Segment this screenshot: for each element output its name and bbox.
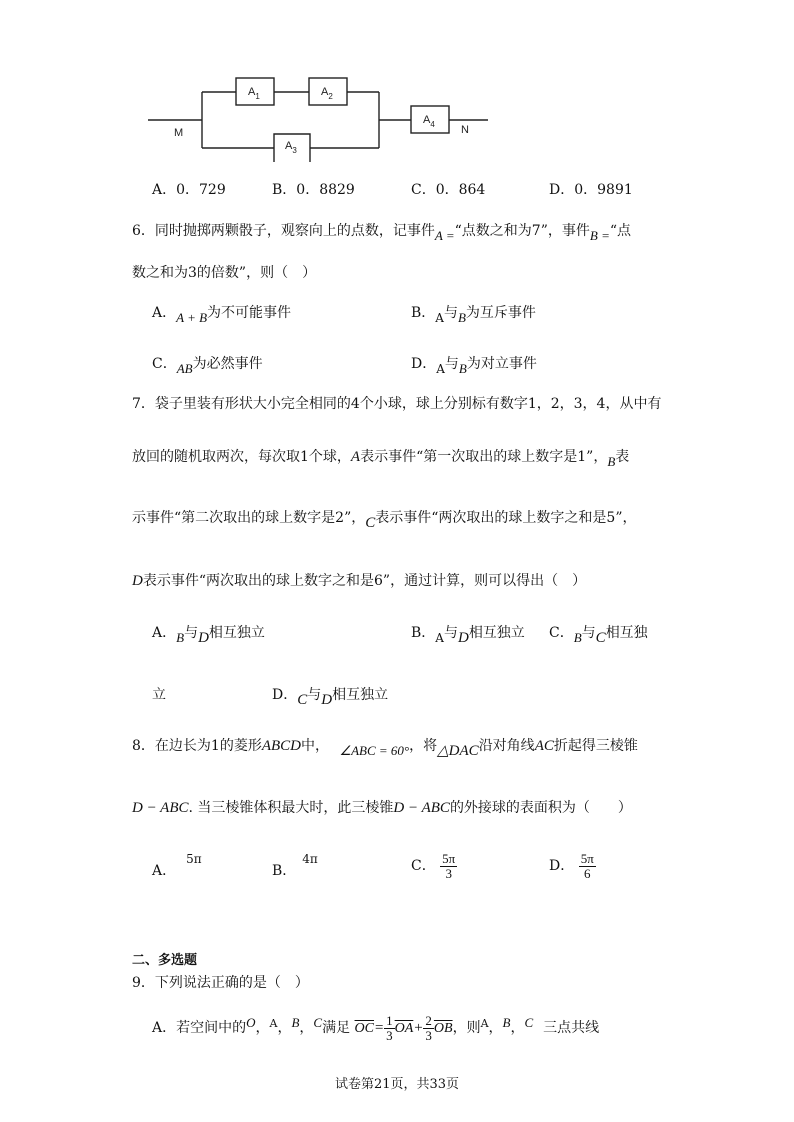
q5-option-c[interactable]: C．0．864 [411, 182, 486, 198]
q7-option-c-continued: 立 [152, 687, 166, 703]
q7-option-d[interactable]: D．C与D相互独立 [272, 687, 389, 708]
q8-option-d-fraction: $\frac{5\pi}{6}$ [580, 851, 594, 881]
q8-option-d[interactable]: D． $\frac{5\pi}{6}$ [549, 851, 594, 881]
q8-option-a[interactable]: A．5π [152, 852, 202, 879]
q8-stem-line2: D − ABC. 当三棱锥体积最大时，此三棱锥D − ABC的外接球的表面积为（ ） [132, 800, 632, 816]
q5-option-b[interactable]: B．0．8829 [272, 182, 355, 198]
q8-option-c-fraction: $\frac{5\pi}{3}$ [442, 851, 456, 881]
q9-option-a[interactable]: A．若空间中的O，$^A$，B，C满足 $\overline{OC}=$ $\frac{1}{3}$ $\overline{OA}+$ $\frac{2}{3}$ $\overline{OB}$，则$^A$，B，C 三点共线 [152, 1013, 600, 1043]
label-n: N [461, 124, 469, 136]
q7-option-c[interactable]: C．B与C相互独 [549, 625, 648, 646]
q8-option-c[interactable]: C． $\frac{5\pi}{3}$ [411, 851, 456, 881]
q6-option-a[interactable]: A．A + B为不可能事件 [152, 305, 292, 325]
q6-option-b[interactable]: B．A与B为互斥事件 [411, 305, 536, 325]
q8-option-b[interactable]: B．4π [272, 852, 318, 879]
label-a1: $A_1$ [248, 86, 260, 101]
q7-stem-line4: D表示事件“两次取出的球上数字之和是6”，通过计算，则可以得出（ ） [132, 573, 587, 589]
q8-stem-line1: 8．在边长为1的菱形ABCD中， ∠ABC = 60°，将△DAC沿对角线AC折起得三棱锥 [132, 738, 638, 759]
q7-stem-line2: 放回的随机取两次，每次取1个球，A表示事件“第一次取出的球上数字是1”，B表 [132, 449, 630, 469]
q6-option-c[interactable]: C．AB为必然事件 [152, 356, 263, 376]
q9-stem: 9．下列说法正确的是（ ） [132, 975, 309, 991]
q5-option-d[interactable]: D．0．9891 [549, 182, 633, 198]
label-a2: $A_2$ [321, 86, 333, 101]
q6-option-d[interactable]: D．A与B为对立事件 [411, 356, 537, 376]
q5-option-a[interactable]: A．0．729 [152, 182, 226, 198]
q7-stem-line1: 7．袋子里装有形状大小完全相同的4个小球，球上分别标有数字1，2，3，4，从中有 [132, 396, 662, 412]
q7-option-a[interactable]: A．B与D相互独立 [152, 625, 265, 646]
q6-stem-line2: 数之和为3的倍数”，则（ ） [132, 265, 317, 281]
q7-stem-line3: 示事件“第二次取出的球上数字是2”，C表示事件“两次取出的球上数字之和是5”， [132, 510, 637, 531]
q7-option-b[interactable]: B．A与D相互独立 [411, 625, 525, 646]
circuit-diagram [140, 70, 500, 162]
label-a3: $A_3$ [285, 140, 297, 155]
q6-stem-line1: 6．同时抛掷两颗骰子，观察向上的点数，记事件A =“点数之和为7”，事件B =“点 [132, 223, 632, 243]
page-footer: 试卷第21页，共33页 [334, 1077, 460, 1092]
label-m: M [174, 127, 184, 139]
section-heading: 二、多选题 [132, 953, 198, 968]
label-a4: $A_4$ [423, 114, 435, 129]
